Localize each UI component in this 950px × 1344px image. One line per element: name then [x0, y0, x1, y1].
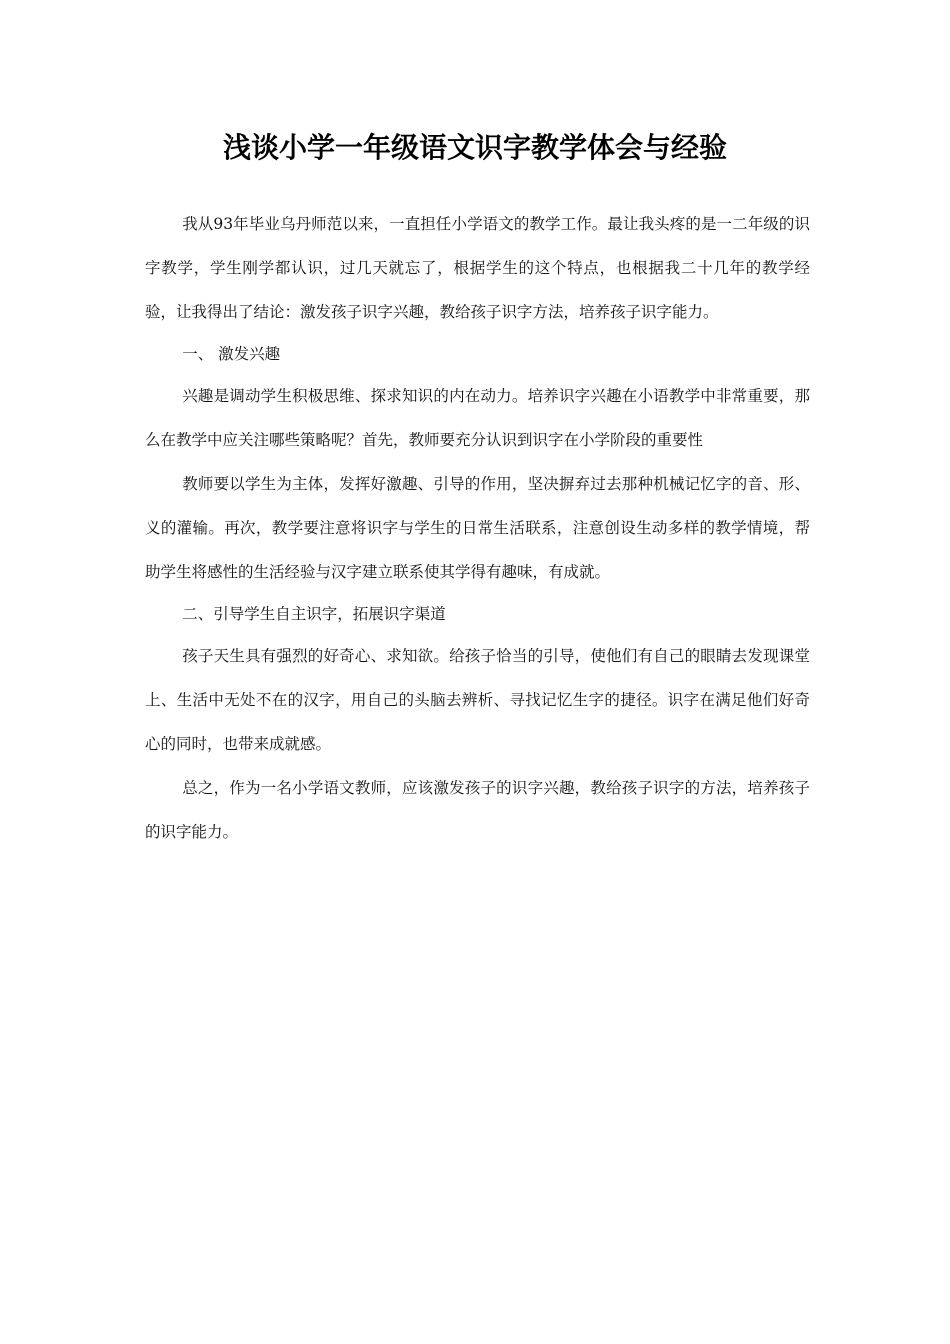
section-heading-1: 一、 激发兴趣 [182, 345, 281, 363]
document-title: 浅谈小学一年级语文识字教学体会与经验 [222, 131, 727, 164]
paragraph-guidance: 孩子天生具有强烈的好奇心、求知欲。给孩子恰当的引导，使他们有自己的眼睛去发现课堂上、生活中无处不在的汉字，用自己的头脑去辨析、寻找记忆生字的捷径。识字在满足他们好奇心的同时，也带来成就感。 [145, 647, 810, 753]
paragraph-intro: 我从93年毕业乌丹师范以来，一直担任小学语文的教学工作。最让我头疼的是一二年级的识字教学，学生刚学都认识，过几天就忘了，根据学生的这个特点，也根据我二十几年的教学经验，让我得出了结论：激发孩子识字兴趣，教给孩子识字方法，培养孩子识字能力。 [145, 215, 810, 321]
paragraph-interest: 兴趣是调动学生积极思维、探求知识的内在动力。培养识字兴趣在小语教学中非常重要，那么在教学中应关注哪些策略呢？首先，教师要充分认识到识字在小学阶段的重要性 [145, 387, 810, 449]
paragraph-conclusion: 总之，作为一名小学语文教师，应该激发孩子的识字兴趣，教给孩子识字的方法，培养孩子的识字能力。 [145, 779, 810, 841]
section-heading-2: 二、引导学生自主识字，拓展识字渠道 [182, 605, 446, 623]
document-body [145, 202, 810, 854]
paragraph-teacher: 教师要以学生为主体，发挥好激趣、引导的作用，坚决摒弃过去那种机械记忆字的音、形、义的灌输。再次，教学要注意将识字与学生的日常生活联系，注意创设生动多样的教学情境，帮助学生将感性的生活经验与汉字建立联系使其学得有趣味，有成就。 [145, 475, 810, 581]
